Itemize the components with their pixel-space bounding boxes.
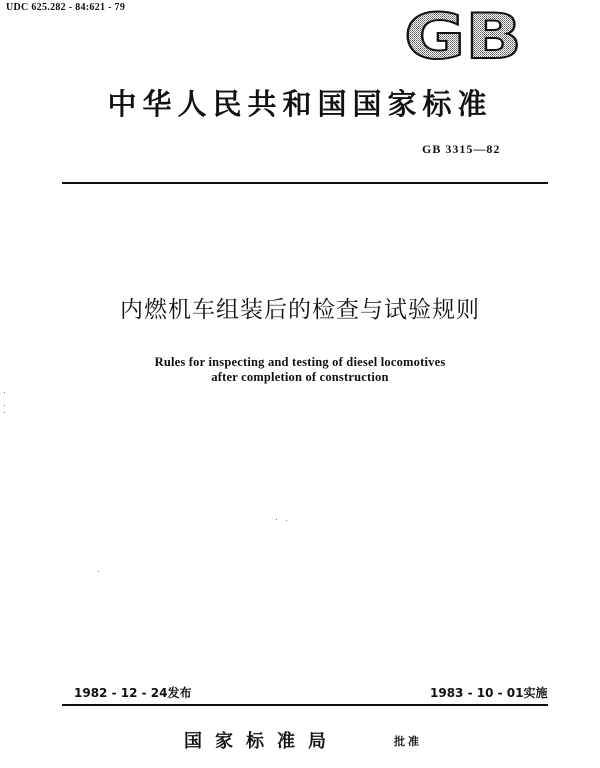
scan-speck — [98, 571, 99, 572]
scan-speck — [286, 520, 287, 521]
implementation-date: 1983 - 10 - 01实施 — [430, 686, 548, 700]
gb-logo — [402, 8, 524, 62]
issuing-authority: 国家标准局 — [184, 731, 339, 752]
scan-speck — [4, 412, 5, 413]
document-title-en — [0, 355, 600, 385]
approval-label: 批准 — [394, 735, 422, 748]
national-standard-title: 中华人民共和国国家标准 — [107, 87, 493, 121]
top-divider — [62, 182, 548, 184]
scan-speck — [4, 405, 5, 406]
document-title-zh: 内燃机车组装后的检查与试验规则 — [120, 297, 480, 323]
standard-code: GB 3315—82 — [422, 142, 501, 156]
scan-speck — [4, 392, 5, 393]
document-title-en-line-2: after completion of construction — [211, 370, 389, 384]
gb-logo-text: GB — [404, 8, 522, 62]
scan-speck — [276, 519, 277, 520]
document-title-en-line-1: Rules for inspecting and testing of diesel locomotives — [154, 355, 446, 369]
bottom-divider — [62, 704, 548, 706]
udc-code: UDC 625.282 - 84:621 - 79 — [6, 2, 126, 13]
issue-date: 1982 - 12 - 24发布 — [74, 686, 192, 700]
